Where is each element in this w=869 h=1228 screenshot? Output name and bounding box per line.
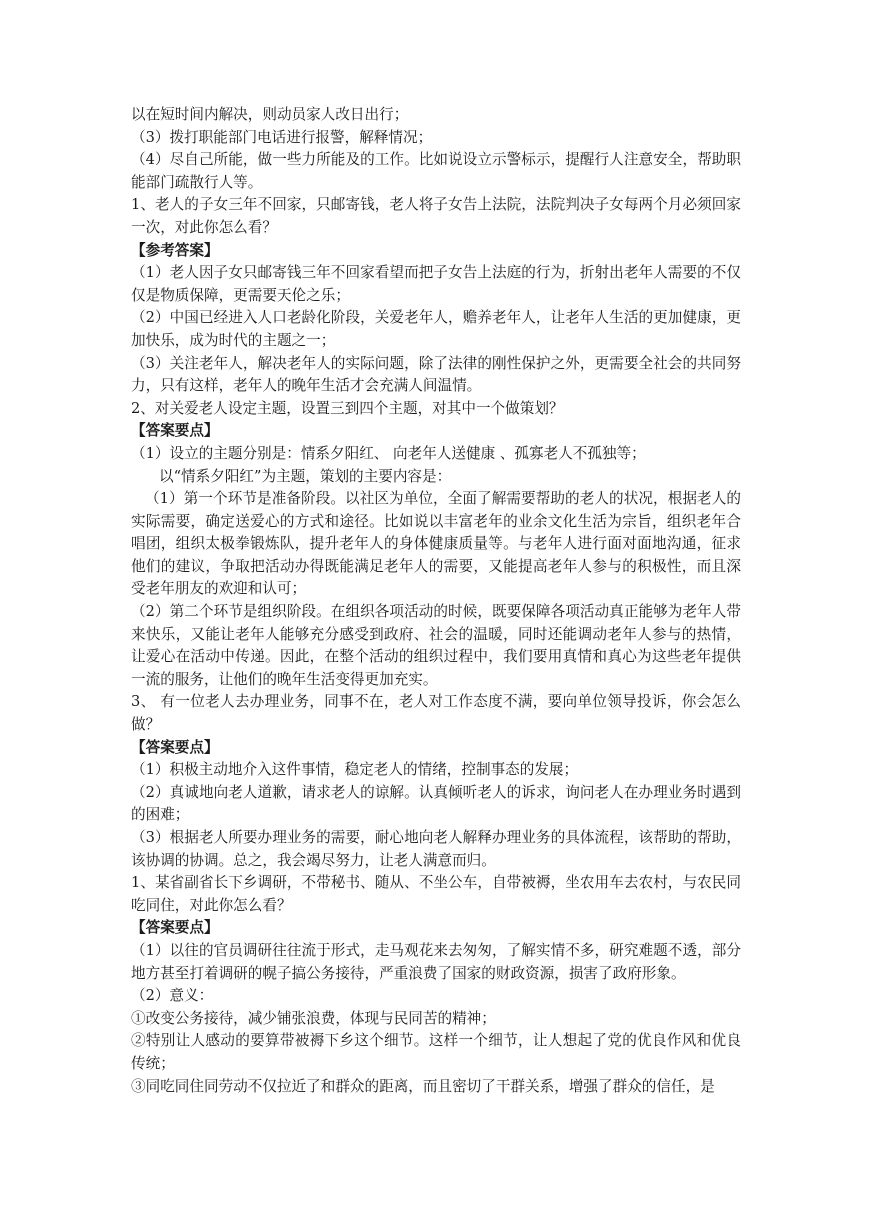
answer-paragraph: 以“情系夕阳红”为主题，策划的主要内容是：: [159, 467, 452, 485]
answer-paragraph: （1）老人因子女只邮寄钱三年不回家看望而把子女告上法庭的行为，折射出老年人需要的不仅仅是物质保障，更需要天伦之乐；: [131, 264, 741, 304]
answer-paragraph: （1）第一个环节是准备阶段。以社区为单位，全面了解需要帮助的老人的状况，根据老人的实际需要，确定送爱心的方式和途径。比如说以丰富老年的业余文化生活为宗旨，组织老年合唱团，组织太极拳锻炼队，提升老年人的身体健康质量等。与老年人进行面对面地沟通，征求他们的建议，争取把活动办得既能满足老年人的需要，又能提高老年人参与的积极性，而且深受老年朋友的欢迎和认可；: [131, 490, 741, 598]
answer-heading: 【答案要点】: [131, 738, 219, 756]
paragraph: （3）拨打职能部门电话进行报警，解释情况；: [131, 128, 433, 146]
answer-paragraph: ①改变公务接待，减少铺张浪费，体现与民同苦的精神；: [131, 1009, 496, 1027]
question-paragraph: 3、 有一位老人去办理业务，同事不在，老人对工作态度不满，要向单位领导投诉，你会怎么做？: [131, 693, 741, 734]
answer-paragraph: （2）第二个环节是组织阶段。在组织各项活动的时候，既要保障各项活动真正能够为老年人带来快乐，又能让老年人能够充分感受到政府、社会的温暖，同时还能调动老年人参与的热情，让爱心在活动中传递。因此，在整个活动的组织过程中，我们要用真情和真心为这些老年提供一流的服务，让他们的晚年生活变得更加充实。: [131, 603, 741, 688]
answer-paragraph: （3）根据老人所要办理业务的需要，耐心地向老人解释办理业务的具体流程，该帮助的帮助，该协调的协调。总之，我会竭尽努力，让老人满意而归。: [131, 829, 741, 869]
paragraph: （4）尽自己所能，做一些力所能及的工作。比如说设立示警标示，提醒行人注意安全，帮助职能部门疏散行人等。: [131, 151, 741, 191]
answer-paragraph: （1）以往的官员调研往往流于形式，走马观花来去匆匆，了解实情不多，研究难题不透，部分地方甚至打着调研的幌子搞公务接待，严重浪费了国家的财政资源，损害了政府形象。: [131, 941, 741, 982]
paragraph: 以在短时间内解决，则动员家人改日出行；: [131, 106, 409, 123]
answer-paragraph: ③同吃同住同劳动不仅拉近了和群众的距离，而且密切了干群关系，增强了群众的信任，是: [131, 1077, 715, 1095]
question-paragraph: 1、某省副省长下乡调研，不带秘书、随从、不坐公车，自带被褥，坐农用车去农村，与农民同吃同住，对此你怎么看？: [131, 874, 741, 914]
question-paragraph: 2、对关爱老人设定主题，设置三到四个主题，对其中一个做策划？: [131, 399, 564, 417]
answer-heading: 【答案要点】: [131, 919, 219, 937]
document-page: [131, 104, 741, 1098]
answer-heading: 【参考答案】: [131, 241, 219, 259]
answer-paragraph: （2）真诚地向老人道歉，请求老人的谅解。认真倾听老人的诉求，询问老人在办理业务时遇到的困难；: [131, 783, 741, 824]
answer-paragraph: ②特别让人感动的要算带被褥下乡这个细节。这样一个细节，让人想起了党的优良作风和优良传统；: [131, 1032, 741, 1072]
answer-paragraph: （1）积极主动地介入这件事情，稳定老人的情绪，控制事态的发展；: [131, 761, 579, 779]
answer-paragraph: （1）设立的主题分别是：情系夕阳红、 向老年人送健康 、孤寡老人不孤独等；: [131, 444, 646, 462]
answer-paragraph: （2）意义：: [131, 987, 214, 1005]
answer-heading: 【答案要点】: [131, 422, 219, 440]
answer-paragraph: （3）关注老年人，解决老年人的实际问题，除了法律的刚性保护之外，更需要全社会的共同努力，只有这样，老年人的晚年生活才会充满人间温情。: [131, 354, 741, 395]
question-paragraph: 1、老人的子女三年不回家，只邮寄钱，老人将子女告上法院，法院判决子女每两个月必须回家一次，对此你怎么看？: [131, 196, 741, 236]
answer-paragraph: （2）中国已经进入人口老龄化阶段，关爱老年人，赡养老年人，让老年人生活的更加健康，更加快乐，成为时代的主题之一；: [131, 309, 741, 349]
